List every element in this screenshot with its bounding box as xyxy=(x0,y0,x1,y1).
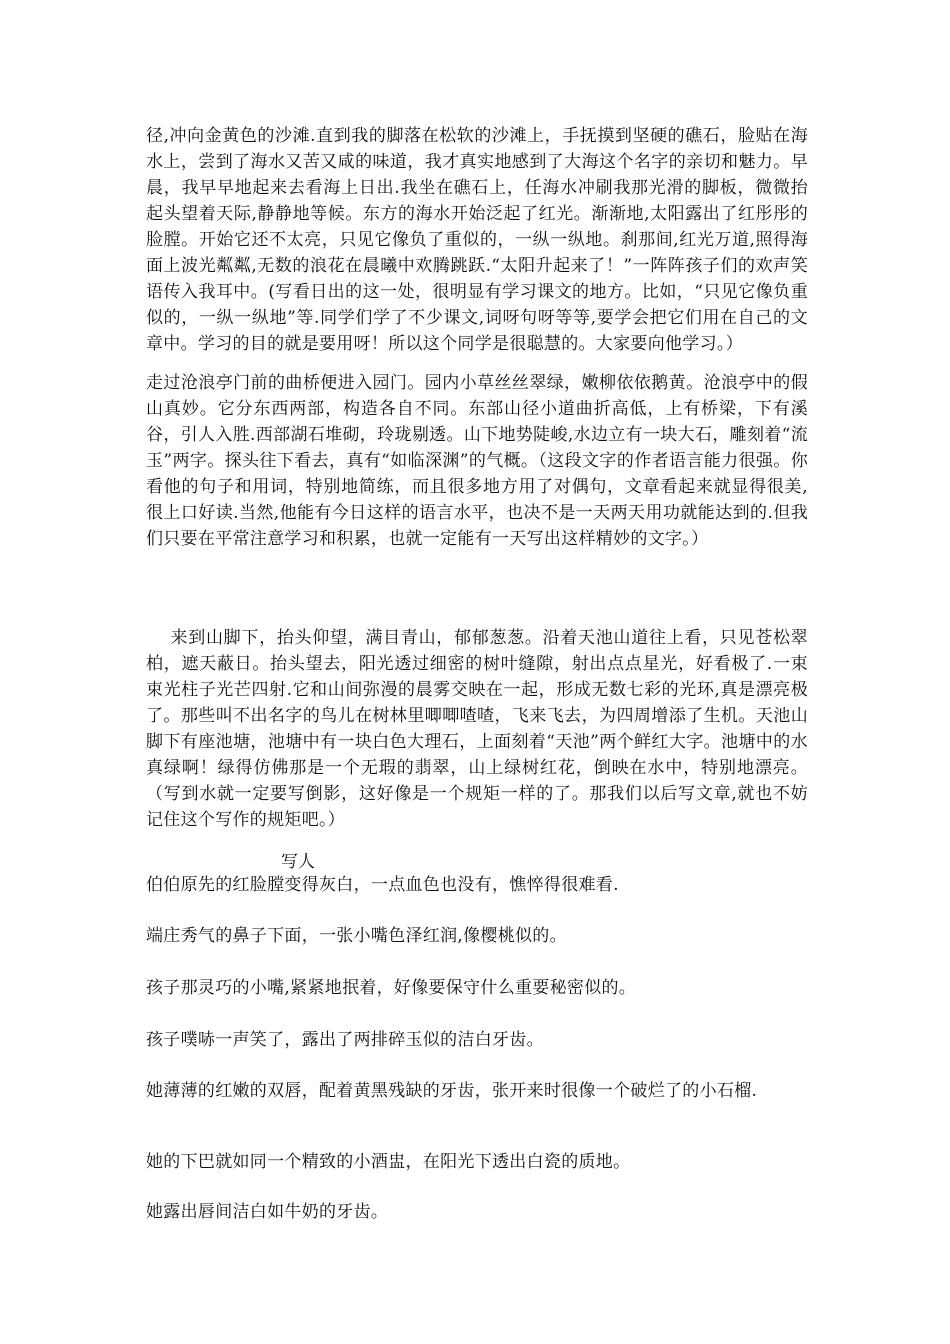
paragraph-seaside: 径,冲向金黄色的沙滩.直到我的脚落在松软的沙滩上，手抚摸到坚硬的礁石，脸贴在海水上，尝到了海水又苦又咸的味道，我才真实地感到了大海这个名字的亲切和魅力。早晨，我早早地起来去看海上日出.我坐在礁石上，任海水冲刷我那光滑的脚板，微微抬起头望着天际,静静地等候。东方的海水开始泛起了红光。渐渐地,太阳露出了红彤彤的脸膛。开始它还不太亮，只见它像负了重似的，一纵一纵地。刹那间,红光万道,照得海面上波光粼粼,无数的浪花在晨曦中欢腾跳跃.“太阳升起来了！”一阵阵孩子们的欢声笑语传入我耳中。(写看日出的这一处，很明显有学习课文的地方。比如，“只见它像负重似的，一纵一纵地”等.同学们学了不少课文,词呀句呀等等,要学会把它们用在自己的文章中。学习的目的就是要用呀！所以这个同学是很聪慧的。大家要向他学习。） xyxy=(146,126,808,354)
paragraph-canglang-pavilion: 走过沧浪亭门前的曲桥便进入园门。园内小草丝丝翠绿，嫩柳依依鹅黄。沧浪亭中的假山真妙。它分东西两部，构造各自不同。东部山径小道曲折高低，上有桥梁，下有溪谷，引人入胜.西部湖石堆砌，玲珑剔透。山下地势陡峻,水边立有一块大石，雕刻着“流玉”两字。探头往下看去，真有“如临深渊”的气概。（这段文字的作者语言能力很强。你看他的句子和用词，特别地简练，而且很多地方用了对偶句，文章看起来就显得很美,很上口好读.当然,他能有今日这样的语言水平，也决不是一天两天用功就能达到的.但我们只要在平常注意学习和积累，也就一定能有一天写出这样精妙的文字。） xyxy=(146,373,808,549)
example-sentence: 端庄秀气的鼻子下面，一张小嘴色泽红润,像樱桃似的。 xyxy=(146,926,567,946)
example-sentence: 伯伯原先的红脸膛变得灰白，一点血色也没有，憔悴得很难看. xyxy=(146,875,619,895)
section-heading: 写人 xyxy=(281,852,315,872)
example-sentence: 孩子噗哧一声笑了，露出了两排碎玉似的洁白牙齿。 xyxy=(146,1030,544,1050)
paragraph-tianchi-mountain: 来到山脚下，抬头仰望，满目青山，郁郁葱葱。沿着天池山道往上看，只见苍松翠柏，遮天蔽日。抬头望去，阳光透过细密的树叶缝隙，射出点点星光，好看极了.一束束光柱子光芒四射.它和山间弥漫的晨雾交映在一起，形成无数七彩的光环,真是漂亮极了。那些叫不出名字的鸟儿在树林里唧唧喳喳，飞来飞去，为四周增添了生机。天池山脚下有座池塘，池塘中有一块白色大理石，上面刻着“天池”两个鲜红大字。池塘中的水真绿啊！绿得仿佛那是一个无瑕的翡翠，山上绿树红花，倒映在水中，特别地漂亮。（写到水就一定要写倒影，这好像是一个规矩一样的了。那我们以后写文章,就也不妨记住这个写作的规矩吧。） xyxy=(146,628,808,830)
example-sentence: 她的下巴就如同一个精致的小酒盅，在阳光下透出白瓷的质地。 xyxy=(146,1152,631,1172)
example-sentence: 她露出唇间洁白如牛奶的牙齿。 xyxy=(146,1202,389,1222)
example-sentence: 她薄薄的红嫩的双唇，配着黄黑残缺的牙齿，张开来时很像一个破烂了的小石榴. xyxy=(146,1081,758,1101)
example-sentence: 孩子那灵巧的小嘴,紧紧地抿着，好像要保守什么重要秘密似的。 xyxy=(146,978,637,998)
